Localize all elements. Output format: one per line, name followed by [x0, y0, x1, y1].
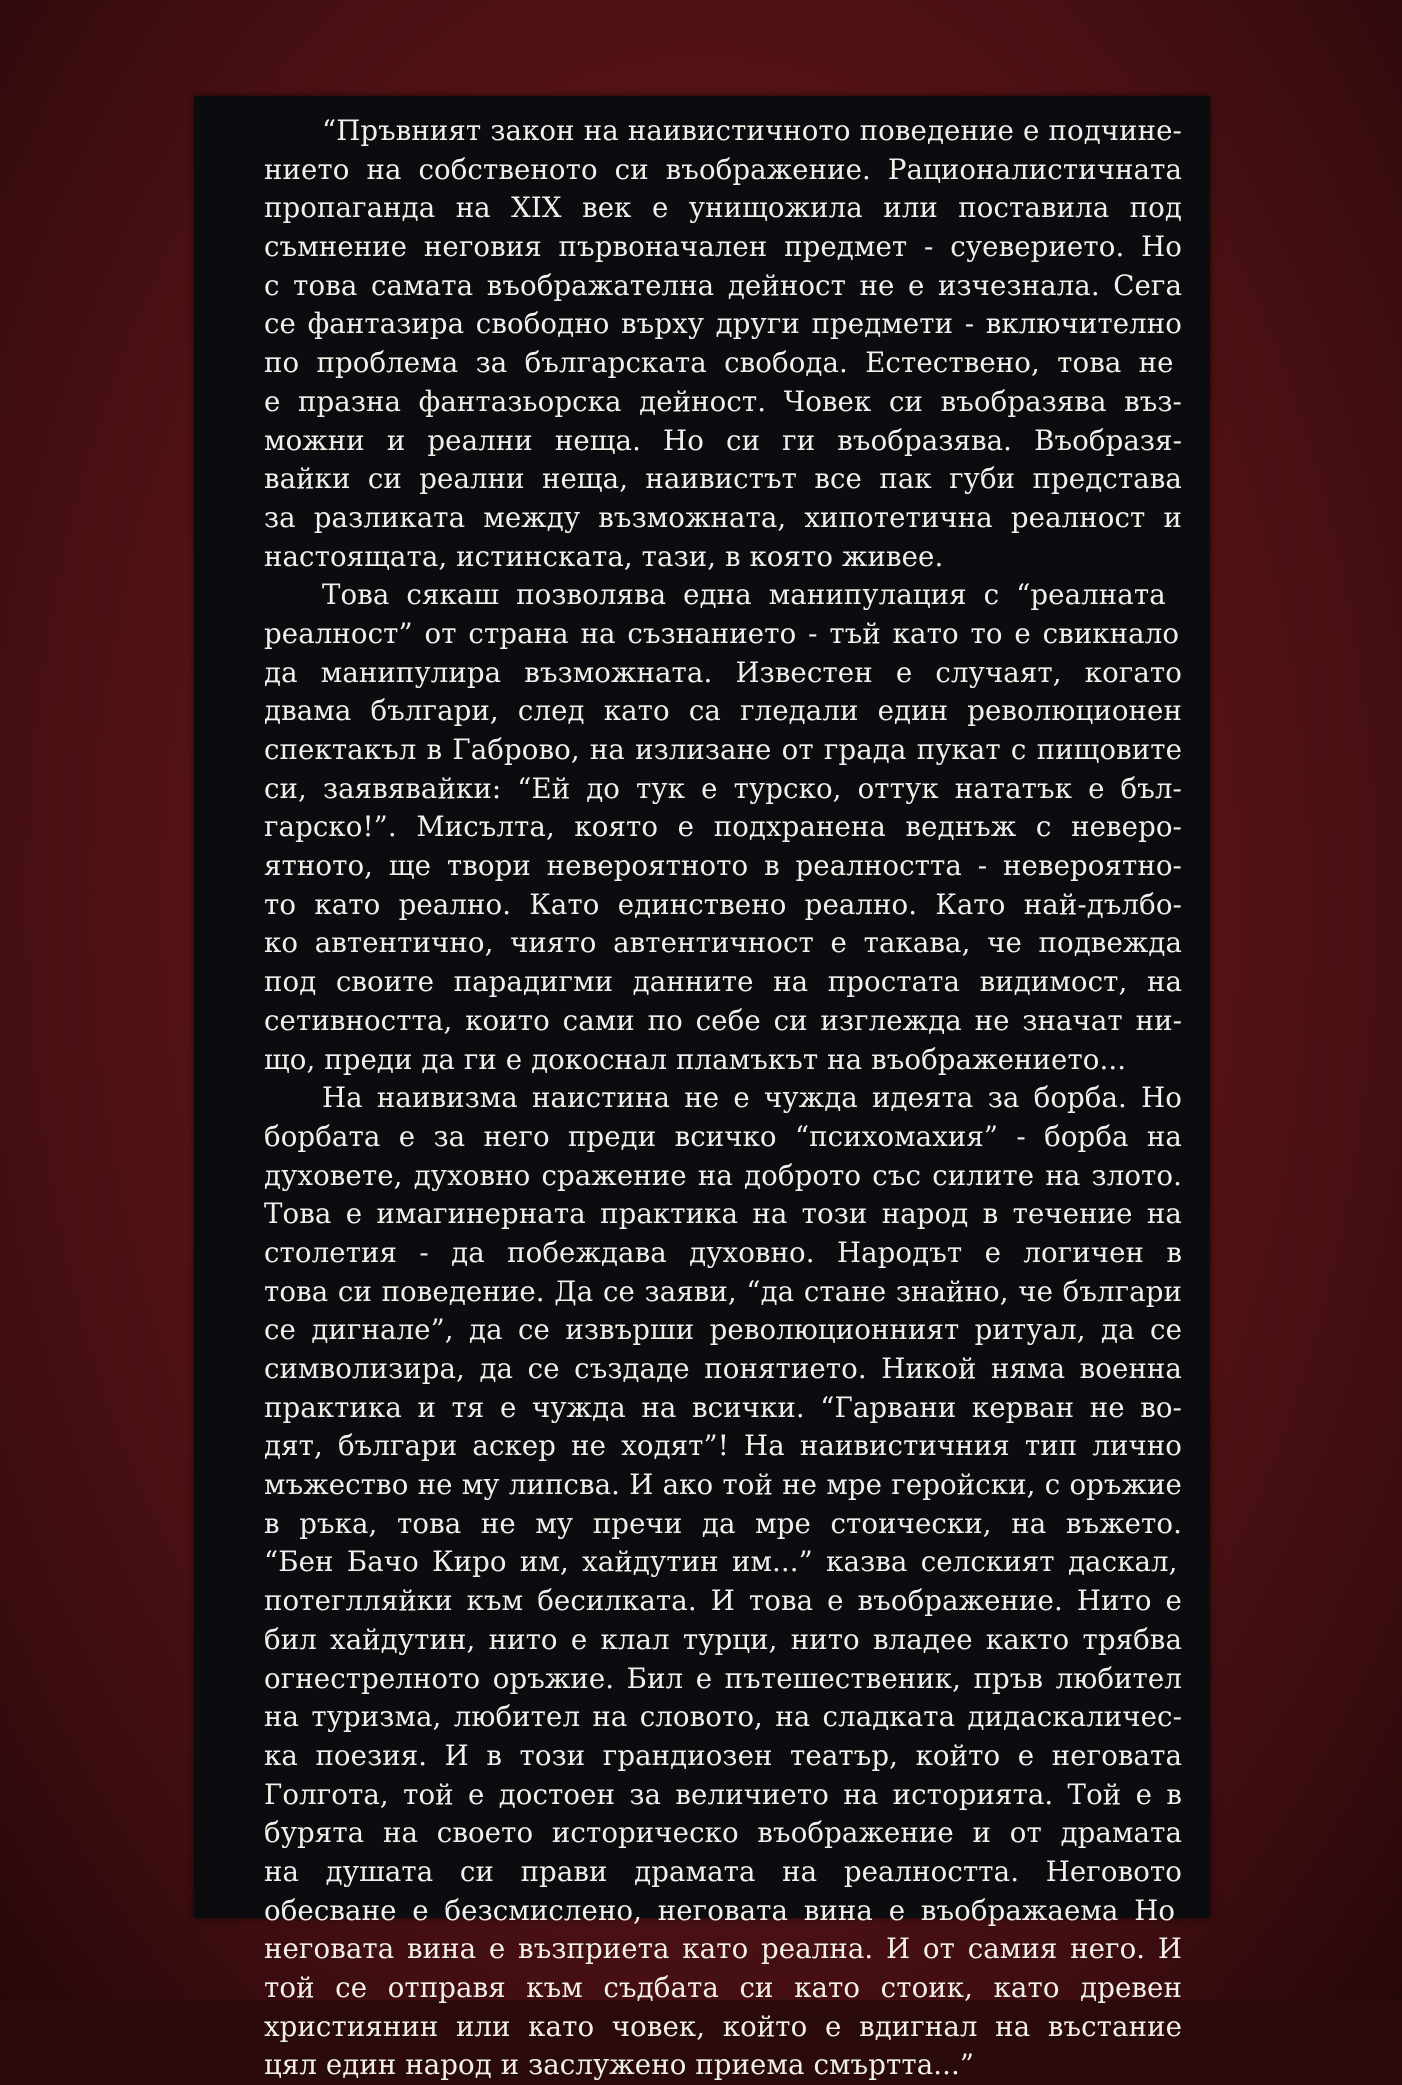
text-line: символизира, да се създаде понятието. Никой няма военна [264, 1352, 1182, 1385]
text-line: неговата вина е възприета като реална. И от самия него. И [264, 1932, 1183, 1966]
text-line: обесване е безсмислено, неговата вина е въображаема Но [264, 1893, 1176, 1927]
text-line: да манипулира възможната. Известен е случаят, когато [264, 655, 1182, 689]
text-line: столетия - да побеждава духовно. Народът е логичен в [264, 1235, 1182, 1269]
quote-text [264, 112, 1182, 2085]
text-line: с това самата въображателна дейност не е изчезнала. Сега [264, 268, 1183, 302]
text-line: сетивността, които сами по себе си изглежда не значат ни- [264, 1003, 1183, 1037]
text-line: то като реално. Като единствено реално. Като най-дълбо- [264, 887, 1182, 921]
text-line: бил хайдутин, нито е клал турци, нито владее както трябва [264, 1622, 1182, 1656]
text-line: що, преди да ги е докоснал пламъкът на въображението... [264, 1042, 1127, 1076]
text-line: се фантазира свободно върху други предмети - включително [264, 307, 1182, 341]
text-line: се дигнале”, да се извърши революционният ритуал, да се [264, 1313, 1183, 1347]
text-line: ка поезия. И в този грандиозен театър, който е неговата [264, 1738, 1183, 1772]
text-line: християнин или като човек, който е вдигнал на въстание [264, 2009, 1183, 2043]
text-line: спектакъл в Габрово, на излизане от града пукат с пищовите [264, 733, 1182, 766]
text-line: можни и реални неща. Но си ги въобразява. Въобразя- [264, 423, 1182, 457]
text-line: “Бен Бачо Киро им, хайдутин им...” казва селският даскал, [264, 1545, 1178, 1579]
text-line: дят, българи аскер не ходят”! На наивистичния тип лично [264, 1429, 1183, 1463]
text-line: потеглляйки към бесилката. И това е въображение. Нито е [264, 1584, 1182, 1618]
text-line: той се отправя към съдбата си като стоик, като древен [264, 1971, 1182, 2004]
text-line: съмнение неговия първоначален предмет - суеверието. Но [264, 230, 1182, 264]
text-line: в ръка, това не му пречи да мре стоически, на въжето. [264, 1506, 1182, 1540]
text-line: Това сякаш позволява една манипулация с “реалната [322, 578, 1166, 612]
text-line: ятното, ще твори невероятното в реалността - невероятно- [264, 849, 1182, 883]
text-line: борбата е за него преди всичко “психомахия” - борба на [264, 1119, 1182, 1153]
text-line: Това е имагинерната практика на този народ в течение на [264, 1197, 1182, 1231]
text-line: “Пръвният закон на наивистичното поведение е подчине- [322, 114, 1182, 147]
text-line: Голгота, той е достоен за величието на историята. Той е в [264, 1777, 1182, 1811]
text-line: на душата си прави драмата на реалността. Неговото [264, 1854, 1182, 1888]
text-line: това си поведение. Да се заяви, “да стане знайно, че българи [264, 1274, 1183, 1308]
text-line: огнестрелното оръжие. Бил е пътешественик, пръв любител [264, 1661, 1182, 1695]
text-line: На наивизма наистина не е чужда идеята за борба. Но [322, 1081, 1183, 1115]
text-line: практика и тя е чужда на всички. “Гарвани керван не во- [264, 1390, 1182, 1424]
text-line: нието на собственото си въображение. Рационалистичната [264, 152, 1183, 186]
text-line: вайки си реални неща, наивистът все пак губи представа [264, 462, 1182, 496]
text-line: ко автентично, чиято автентичност е такава, че подвежда [264, 926, 1183, 960]
text-line: реалност” от страна на съзнанието - тъй като то е свикнало [264, 616, 1180, 650]
text-line: настоящата, истинската, тази, в която живее. [264, 539, 944, 573]
text-line: бурята на своето историческо въображение и от драмата [264, 1816, 1183, 1850]
text-line: по проблема за българската свобода. Естествено, това не [264, 346, 1174, 380]
text-line: цял един народ и заслужено приема смъртта...” [264, 2048, 975, 2082]
text-line: пропаганда на XIX век е унищожила или поставила под [264, 191, 1182, 225]
text-line: духовете, духовно сражение на доброто със силите на злото. [264, 1158, 1182, 1192]
text-line: двама българи, след като са гледали един революционен [264, 694, 1182, 728]
text-line: гарско!”. Мисълта, която е подхранена веднъж с неверо- [264, 810, 1182, 844]
text-line: си, заявявайки: “Ей до тук е турско, оттук нататък е бъл- [264, 771, 1182, 805]
text-line: мъжество не му липсва. И ако той не мре геройски, с оръжие [264, 1468, 1182, 1502]
text-line: е празна фантазьорска дейност. Човек си въобразява въз- [264, 384, 1182, 418]
text-line: под своите парадигми данните на простата видимост, на [264, 965, 1183, 999]
text-line: на туризма, любител на словото, на сладката дидаскаличес- [264, 1700, 1183, 1734]
text-line: за разликата между възможната, хипотетична реалност и [264, 500, 1182, 534]
